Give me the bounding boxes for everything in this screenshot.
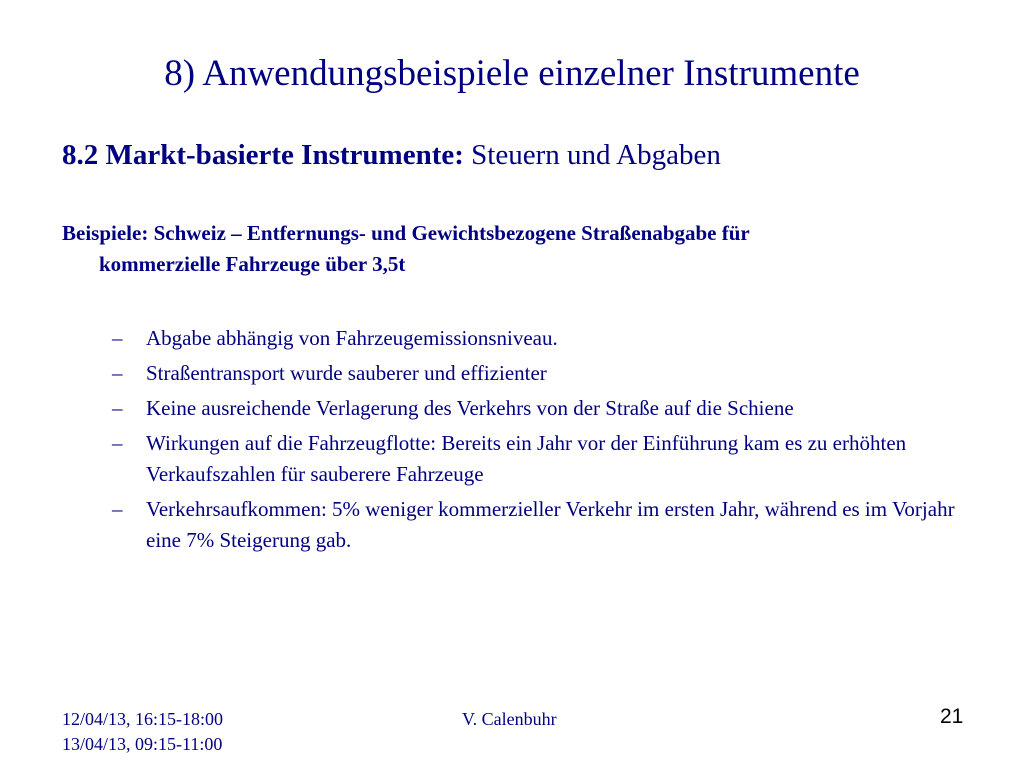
example-heading bbox=[62, 218, 962, 280]
footer-date-line-1: 12/04/13, 16:15-18:00 bbox=[62, 709, 223, 729]
bullet-dash: – bbox=[112, 431, 123, 455]
slide-title: 8) Anwendungsbeispiele einzelner Instrumente bbox=[164, 53, 860, 94]
section-subtitle bbox=[62, 136, 721, 174]
bullet-dash: – bbox=[112, 497, 123, 521]
bullet-dash: – bbox=[112, 361, 123, 385]
bullet-item bbox=[112, 494, 992, 556]
bullet-item bbox=[112, 428, 992, 490]
bullet-text: Abgabe abhängig von Fahrzeugemissionsniveau. bbox=[146, 326, 558, 350]
bullet-item bbox=[112, 393, 992, 424]
subtitle-bold-part: 8.2 Markt-basierte Instrumente: bbox=[62, 139, 464, 171]
bullet-list bbox=[112, 323, 992, 560]
bullet-item bbox=[112, 323, 992, 354]
bullet-text: Verkehrsaufkommen: 5% weniger kommerzieller Verkehr im ersten Jahr, während es im Vorjahr eine 7% Steigerung gab. bbox=[146, 497, 955, 552]
bullet-text: Wirkungen auf die Fahrzeugflotte: Bereits ein Jahr vor der Einführung kam es zu erhöhten Verkaufszahlen für sauberere Fahrzeuge bbox=[146, 431, 907, 486]
bullet-text: Keine ausreichende Verlagerung des Verkehrs von der Straße auf die Schiene bbox=[146, 396, 794, 420]
page-number: 21 bbox=[940, 705, 964, 728]
footer-date bbox=[62, 707, 223, 757]
bullet-text: Straßentransport wurde sauberer und effizienter bbox=[146, 361, 547, 385]
bullet-item bbox=[112, 358, 992, 389]
footer-date-line-2: 13/04/13, 09:15-11:00 bbox=[62, 734, 223, 754]
bullet-dash: – bbox=[112, 396, 123, 420]
footer-author: V. Calenbuhr bbox=[462, 709, 557, 729]
example-line-2: kommerzielle Fahrzeuge über 3,5t bbox=[99, 252, 406, 276]
subtitle-rest-part: Steuern und Abgaben bbox=[463, 139, 721, 171]
example-line-1: Beispiele: Schweiz – Entfernungs- und Gewichtsbezogene Straßenabgabe für bbox=[62, 221, 750, 245]
bullet-dash: – bbox=[112, 326, 123, 350]
